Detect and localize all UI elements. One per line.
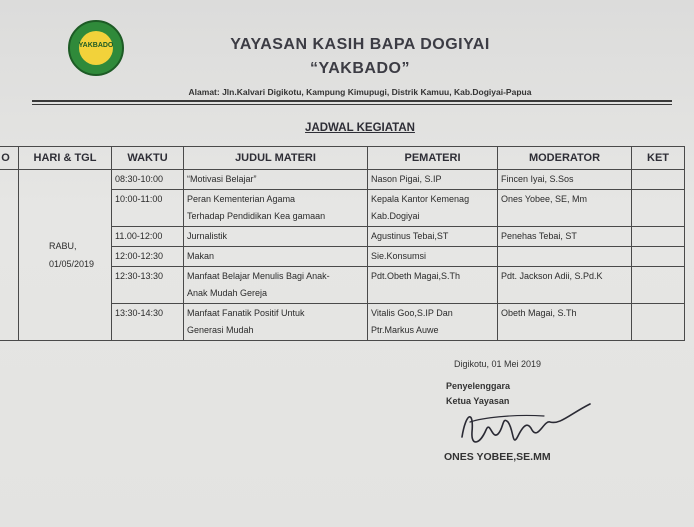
moderator-cell: Fincen Iyai, S.Sos xyxy=(498,170,632,190)
header-divider-thin xyxy=(32,104,672,105)
speaker-cell xyxy=(368,190,498,227)
topic-cell xyxy=(184,190,368,227)
notes-cell xyxy=(632,267,685,304)
moderator-cell xyxy=(498,247,632,267)
speaker-line: Pdt.Obeth Magai,S.Th xyxy=(371,271,461,281)
topic-line: Generasi Mudah xyxy=(187,325,254,335)
org-short-name: “YAKBADO” xyxy=(310,60,410,77)
chairman-role: Ketua Yayasan xyxy=(446,396,510,406)
time-cell: 10:00-11:00 xyxy=(112,190,184,227)
notes-cell xyxy=(632,190,685,227)
speaker-line: Agustinus Tebai,ST xyxy=(371,231,449,241)
col-header-day: HARI & TGL xyxy=(19,147,112,170)
topic-line: Jurnalistik xyxy=(187,231,228,241)
topic-line: “Motivasi Belajar” xyxy=(187,174,257,184)
topic-line: Peran Kementerian Agama xyxy=(187,194,296,204)
notes-cell xyxy=(632,170,685,190)
speaker-line: Sie.Konsumsi xyxy=(371,251,427,261)
col-header-topic: JUDUL MATERI xyxy=(184,147,368,170)
col-header-notes: KET xyxy=(632,147,685,170)
day-name: RABU, xyxy=(49,241,77,251)
topic-cell xyxy=(184,267,368,304)
time-cell: 13:30-14:30 xyxy=(112,304,184,341)
speaker-cell xyxy=(368,267,498,304)
speaker-cell xyxy=(368,304,498,341)
topic-line: Terhadap Pendidikan Kea gamaan xyxy=(187,211,326,221)
topic-cell xyxy=(184,227,368,247)
notes-cell xyxy=(632,227,685,247)
section-title: JADWAL KEGIATAN xyxy=(305,122,415,134)
col-header-speaker: PEMATERI xyxy=(368,147,498,170)
speaker-cell xyxy=(368,170,498,190)
speaker-cell xyxy=(368,227,498,247)
org-name: YAYASAN KASIH BAPA DOGIYAI xyxy=(230,36,490,53)
speaker-line: Kepala Kantor Kemenag xyxy=(371,194,470,204)
no-cell xyxy=(0,170,19,341)
topic-cell xyxy=(184,247,368,267)
col-header-no: O xyxy=(0,147,19,170)
table-header-row xyxy=(0,147,685,170)
time-cell: 12:00-12:30 xyxy=(112,247,184,267)
moderator-cell: Ones Yobee, SE, Mm xyxy=(498,190,632,227)
time-cell: 11.00-12:00 xyxy=(112,227,184,247)
header-divider xyxy=(32,100,672,102)
date-value: 01/05/2019 xyxy=(49,259,95,269)
speaker-cell xyxy=(368,247,498,267)
schedule-table xyxy=(0,146,685,341)
moderator-cell: Pdt. Jackson Adii, S.Pd.K xyxy=(498,267,632,304)
topic-cell xyxy=(184,304,368,341)
place-date: Digikotu, 01 Mei 2019 xyxy=(454,359,542,369)
speaker-line: Ptr.Markus Auwe xyxy=(371,325,439,335)
moderator-cell: Penehas Tebai, ST xyxy=(498,227,632,247)
topic-line: Makan xyxy=(187,251,215,261)
topic-line: Anak Mudah Gereja xyxy=(187,288,268,298)
yakbado-logo xyxy=(68,20,124,76)
chairman-name: ONES YOBEE,SE.MM xyxy=(444,451,551,463)
logo-text: YAKBADO xyxy=(78,42,114,49)
org-address: Alamat: Jln.Kalvari Digikotu, Kampung Kimupugi, Distrik Kamuu, Kab.Dogiyai-Papua xyxy=(188,87,532,97)
moderator-cell: Obeth Magai, S.Th xyxy=(498,304,632,341)
topic-line: Manfaat Fanatik Positif Untuk xyxy=(187,308,305,318)
speaker-line: Nason Pigai, S.IP xyxy=(371,174,442,184)
time-cell: 08:30-10:00 xyxy=(112,170,184,190)
day-date-cell xyxy=(19,170,112,341)
topic-cell xyxy=(184,170,368,190)
time-cell: 12:30-13:30 xyxy=(112,267,184,304)
speaker-line: Kab.Dogiyai xyxy=(371,211,420,221)
notes-cell xyxy=(632,247,685,267)
topic-line: Manfaat Belajar Menulis Bagi Anak- xyxy=(187,271,330,281)
notes-cell xyxy=(632,304,685,341)
speaker-line: Vitalis Goo,S.IP Dan xyxy=(371,308,453,318)
col-header-moderator: MODERATOR xyxy=(498,147,632,170)
table-row xyxy=(0,170,685,190)
organizer-label: Penyelenggara xyxy=(446,381,511,391)
col-header-time: WAKTU xyxy=(112,147,184,170)
